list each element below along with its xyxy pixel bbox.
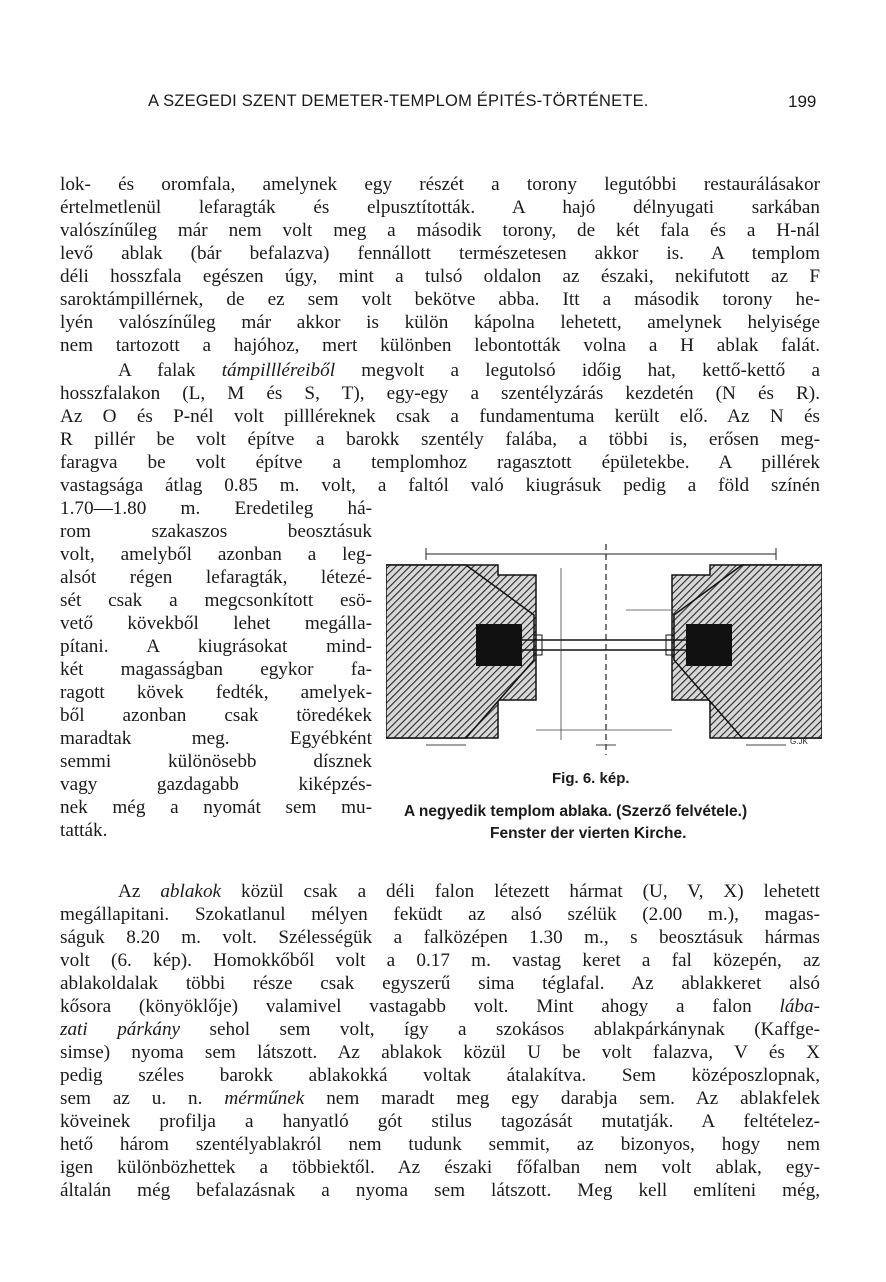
text-line: zati párkány sehol sem volt, így a szokásos ablakpárkánynak (Kaffge- xyxy=(60,1019,820,1040)
text-line: vagy gazdagabb kiképzés- xyxy=(60,774,372,795)
emphasis: mérműnek xyxy=(224,1088,305,1109)
window-section-drawing xyxy=(386,540,822,772)
text-line: tatták. xyxy=(60,820,108,841)
text-line: vető kövekből lehet megálla- xyxy=(60,613,372,634)
text-line: déli hosszfala egészen úgy, mint a tulsó oldalon az északi, nekifutott az F xyxy=(60,266,820,287)
text-line: köveinek profilja a hanyatló gót stilus tagozását mutatják. A feltételez- xyxy=(60,1111,820,1132)
text-line: pedig széles barokk ablakokká voltak átalakítva. Sem középoszlopnak, xyxy=(60,1065,820,1086)
text-line: R pillér be volt építve a barokk szentély falába, a többi is, erősen meg- xyxy=(60,429,820,450)
text-line: faragva be volt építve a templomhoz ragasztott épületekbe. A pillérek xyxy=(60,452,820,473)
text-line: A falak támpillléreiből megvolt a legutolsó időig hat, kettő-kettő a xyxy=(118,360,820,381)
text-line: sét csak a megcsonkított esö- xyxy=(60,590,372,611)
text-line: 1.70—1.80 m. Eredetileg há- xyxy=(60,498,372,519)
text-line: nek még a nyomát sem mu- xyxy=(60,797,372,818)
text-line: megállapitani. Szokatlanul mélyen feküdt az alsó szélük (2.00 m.), magas- xyxy=(60,904,820,925)
text-line: maradtak meg. Egyébként xyxy=(60,728,372,749)
window-plan-figure xyxy=(386,540,822,772)
text-line: nem tartozott a hajóhoz, mert különben lebontották volna a H ablak falát. xyxy=(60,335,820,356)
text-line: hosszfalakon (L, M és S, T), egy-egy a szentélyzárás kezdetén (N és R). xyxy=(60,383,820,404)
text-line: sem az u. n. mérműnek nem maradt meg egy darabja sem. Az ablakfelek xyxy=(60,1088,820,1109)
text-line: levő ablak (bár befalazva) fennállott természetesen akkor is. A templom xyxy=(60,243,820,264)
text-line: volt, amelyből azonban a leg- xyxy=(60,544,372,565)
text-line: semmi különösebb dísznek xyxy=(60,751,372,772)
text-line: két magasságban egykor fa- xyxy=(60,659,372,680)
text-line: ragott kövek fedték, amelyek- xyxy=(60,682,372,703)
text-line: ablakoldalak többi része csak egyszerű sima téglafal. Az ablakkeret alsó xyxy=(60,973,820,994)
figure-subtitle: Fenster der vierten Kirche. xyxy=(490,825,687,842)
emphasis: zati párkány xyxy=(60,1019,181,1040)
figure-label: Fig. 6. kép. xyxy=(552,770,630,787)
text-line: simse) nyoma sem látszott. Az ablakok közül U be volt falazva, V és X xyxy=(60,1042,820,1063)
text-line: volt (6. kép). Homokkőből volt a 0.17 m. vastag keret a fal közepén, az xyxy=(60,950,820,971)
text-line: hető három szentélyablakról nem tudunk semmit, az bizonyos, hogy nem xyxy=(60,1134,820,1155)
figure-signature: G.JK xyxy=(790,737,808,746)
text-line: saroktámpillérnek, de ez sem volt bekötve abba. Itt a második torony he- xyxy=(60,289,820,310)
text-line: rom szakaszos beosztásuk xyxy=(60,521,372,542)
text-line: kősora (könyöklője) valamivel vastagabb volt. Mint ahogy a falon lába- xyxy=(60,996,820,1017)
text-line: pítani. A kiugrásokat mind- xyxy=(60,636,372,657)
text-line: ságuk 8.20 m. volt. Szélességük a falközépen 1.30 m., s beosztásuk hármas xyxy=(60,927,820,948)
text-line: Az O és P-nél volt pillléreknek csak a fundamentuma került elő. Az N és xyxy=(60,406,820,427)
text-line: lyén valószínűleg már akkor is külön kápolna lehetett, amelynek helyisége xyxy=(60,312,820,333)
text-line: értelmetlenül lefaragták és elpusztították. A hajó délnyugati sarkában xyxy=(60,197,820,218)
page-number: 199 xyxy=(788,92,817,111)
text-line: lok- és oromfala, amelynek egy részét a torony legutóbbi restaurálásakor xyxy=(60,174,820,195)
text-line: ből azonban csak töredékek xyxy=(60,705,372,726)
emphasis: támpillléreiből xyxy=(221,360,336,381)
figure-title: A negyedik templom ablaka. (Szerző felvétele.) xyxy=(404,803,748,820)
text-line: általán még befalazásnak a nyoma sem látszott. Meg kell említeni még, xyxy=(60,1180,820,1201)
running-title: A SZEGEDI SZENT DEMETER-TEMPLOM ÉPITÉS-TÖRTÉNETE. xyxy=(148,92,649,110)
text-line: igen különbözhettek a többiektől. Az északi főfalban nem volt ablak, egy- xyxy=(60,1157,820,1178)
text-line: vastagsága átlag 0.85 m. volt, a faltól való kiugrásuk pedig a föld színén xyxy=(60,475,820,496)
text-line: Az ablakok közül csak a déli falon létezett hármat (U, V, X) lehetett xyxy=(118,881,820,902)
text-line: alsót régen lefaragták, létezé- xyxy=(60,567,372,588)
emphasis: ablakok xyxy=(160,881,222,902)
text-line: valószínűleg már nem volt meg a második torony, de két fala és a H-nál xyxy=(60,220,820,241)
emphasis: lába- xyxy=(779,996,820,1017)
